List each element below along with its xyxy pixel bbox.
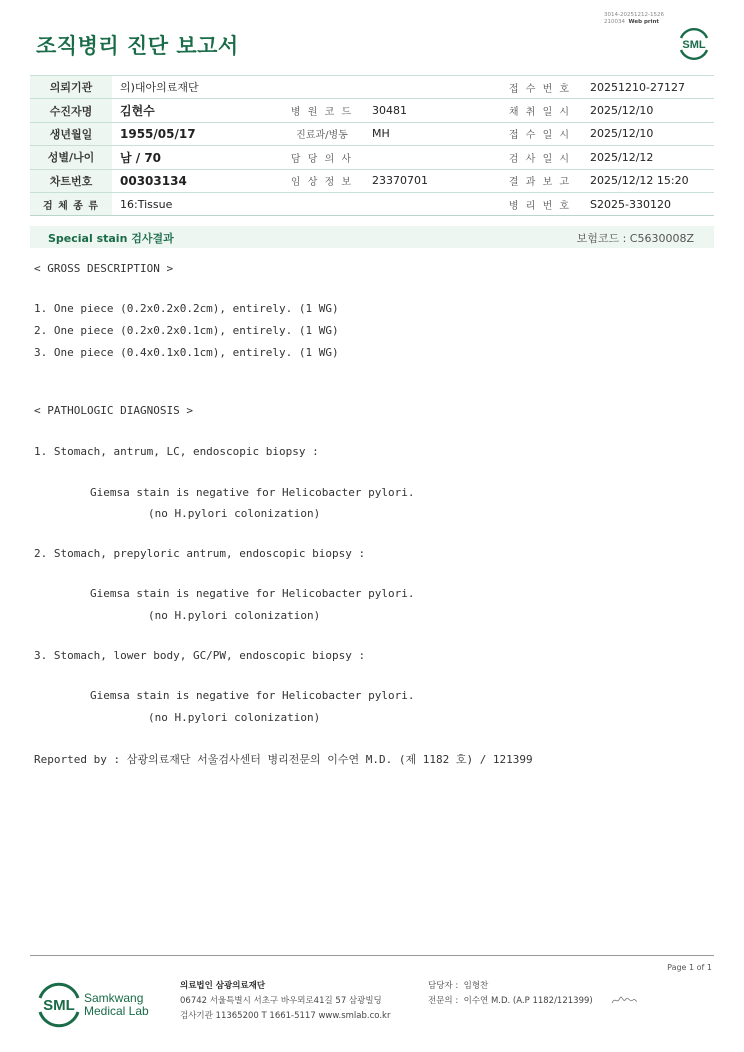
diagnosis-note: (no H.pylori colonization): [148, 507, 321, 520]
diagnosis-site: 1. Stomach, antrum, LC, endoscopic biopsy :: [34, 445, 319, 458]
value-clinical-info: 23370701: [364, 169, 498, 192]
value-chart-no: 00303134: [112, 169, 280, 192]
diagnosis-header: < PATHOLOGIC DIAGNOSIS >: [34, 404, 193, 417]
label-sex-age: 성별/나이: [30, 146, 112, 169]
diagnosis-site: 2. Stomach, prepyloric antrum, endoscopic biopsy :: [34, 547, 366, 560]
label-chart-no: 차트번호: [30, 169, 112, 192]
print-code: 3014-20251212-1526 210034 Web print: [604, 12, 664, 25]
label-test-date: 검 사 일 시: [498, 146, 582, 169]
label-clinical-info: 임 상 정 보: [280, 169, 364, 192]
value-receipt-date: 2025/12/10: [582, 122, 714, 145]
svg-text:Medical Lab: Medical Lab: [84, 1004, 149, 1018]
diagnosis-result: Giemsa stain is negative for Helicobacter pylori.: [90, 689, 415, 702]
footer-signers: 담당자 : 임형찬 전문의 : 이수연 M.D. (A.P 1182/121399): [428, 981, 593, 1006]
label-result-report: 결 과 보 고: [498, 169, 582, 192]
info-row: [30, 76, 714, 99]
value-pathology-no: S2025-330120: [582, 192, 714, 215]
label-department: 진료과/병동: [280, 122, 364, 145]
value-physician: [364, 146, 498, 169]
label-collection-date: 채 취 일 시: [498, 99, 582, 122]
diagnosis-result: Giemsa stain is negative for Helicobacter pylori.: [90, 486, 415, 499]
gross-header: < GROSS DESCRIPTION >: [34, 262, 174, 275]
svg-text:SML: SML: [682, 39, 706, 51]
diagnosis-result: Giemsa stain is negative for Helicobacter pylori.: [90, 587, 415, 600]
label-requesting-org: 의뢰기관: [30, 76, 112, 99]
label-pathology-no: 병 리 번 호: [498, 192, 582, 215]
gross-line: 1. One piece (0.2x0.2x0.2cm), entirely. (1 WG): [34, 302, 339, 315]
value-test-date: 2025/12/12: [582, 146, 714, 169]
label-accession-no: 접 수 번 호: [498, 76, 582, 99]
value-department: MH: [364, 122, 498, 145]
svg-text:SML: SML: [43, 997, 75, 1014]
diagnosis-note: (no H.pylori colonization): [148, 609, 321, 622]
diagnosis-site: 3. Stomach, lower body, GC/PW, endoscopic biopsy :: [34, 649, 366, 662]
value-specimen-type: 16:Tissue: [112, 192, 498, 215]
page-number: Page 1 of 1: [667, 963, 712, 972]
patient-info-table: [30, 75, 714, 216]
value-birth-date: 1955/05/17: [112, 122, 280, 145]
label-receipt-date: 접 수 일 시: [498, 122, 582, 145]
info-row: [30, 99, 714, 122]
value-accession-no: 20251210-27127: [582, 76, 714, 99]
insurance-code: 보험코드 : C5630008Z: [576, 232, 694, 245]
info-row: [30, 192, 714, 215]
label-specimen-type: 검 체 종 류: [30, 192, 112, 215]
page-title: 조직병리 진단 보고서: [36, 34, 239, 58]
section-title: Special stain 검사결과: [48, 232, 174, 245]
value-requesting-org: 의)대아의료재단: [112, 76, 498, 99]
footer-divider: [30, 955, 714, 956]
reported-by: Reported by : 삼광의료재단 서울검사센터 병리전문의 이수연 M.D. (제 1182 호) / 121399: [34, 753, 533, 766]
label-patient-name: 수진자명: [30, 99, 112, 122]
label-hospital-code: 병 원 코 드: [280, 99, 364, 122]
info-row: [30, 122, 714, 145]
gross-line: 3. One piece (0.4x0.1x0.1cm), entirely. (1 WG): [34, 346, 339, 359]
value-patient-name: 김현수: [112, 99, 280, 122]
gross-line: 2. One piece (0.2x0.2x0.1cm), entirely. (1 WG): [34, 324, 339, 337]
info-row: [30, 169, 714, 192]
svg-text:Samkwang: Samkwang: [84, 991, 144, 1005]
value-result-report: 2025/12/12 15:20: [582, 169, 714, 192]
signature-mark: [610, 993, 638, 1007]
label-birth-date: 생년월일: [30, 122, 112, 145]
footer-org-info: 의료법인 삼광의료재단 06742 서울특별시 서초구 바우뫼로41길 57 삼광빌딩 검사기관 11365200 T 1661-5117 www.smlab.co.kr: [180, 981, 391, 1021]
info-row: [30, 146, 714, 169]
value-sex-age: 남 / 70: [112, 146, 280, 169]
samkwang-logo: [36, 980, 156, 1028]
diagnosis-note: (no H.pylori colonization): [148, 711, 321, 724]
value-collection-date: 2025/12/10: [582, 99, 714, 122]
sml-logo: [676, 26, 712, 60]
label-physician: 담 당 의 사: [280, 146, 364, 169]
value-hospital-code: 30481: [364, 99, 498, 122]
